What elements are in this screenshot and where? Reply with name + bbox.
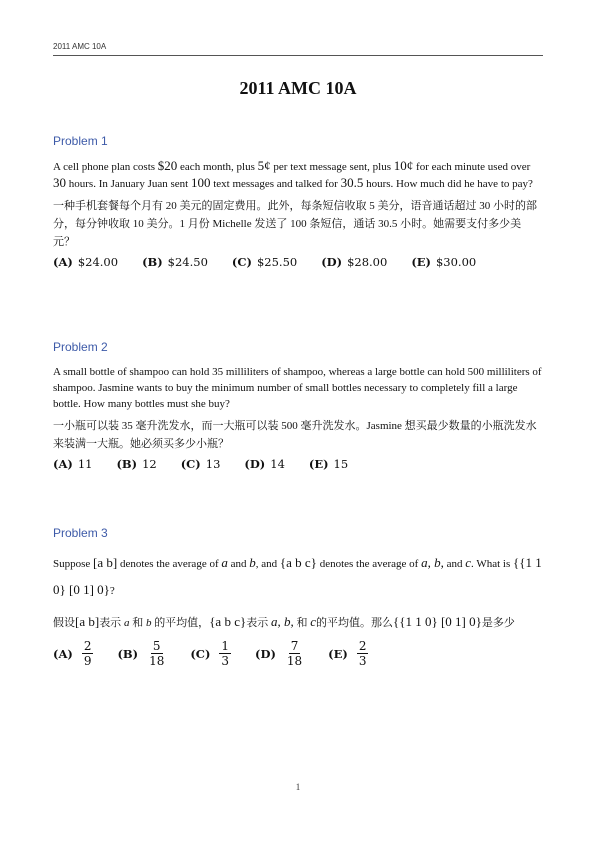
choice-b: (B) $24.50 [142, 255, 208, 269]
choice-c: (C) 13 [180, 457, 221, 471]
choice-a: (A) 11 [53, 457, 93, 471]
problem-1-text-en: A cell phone plan costs $20 each month, plus 5¢ per text message sent, plus 10¢ for each minute used over 30 hours. In January Juan sent 100 text messages and talked for 30.5 hours. How much did he have to pay? [53, 158, 533, 190]
problem-2-heading: Problem 2 [53, 340, 108, 354]
problem-3-heading: Problem 3 [53, 526, 108, 540]
problem-2-choices [53, 457, 543, 471]
choice-e: (E) $\frac{2}{3}$ [328, 639, 367, 668]
problem-1 [53, 134, 543, 269]
problem-3-text-zh: 假设[a b]表示 a 和 b 的平均值，{a b c}表示 a, b, 和 c的平均值。那么{{1 1 0} [0 1] 0}是多少 [53, 614, 515, 629]
problem-2-text-zh: 一小瓶可以装 35 毫升洗发水，而一大瓶可以装 500 毫升洗发水。Jasmine 想买最少数量的小瓶洗发水来装满一大瓶。她必须买多少小瓶？ [53, 420, 537, 450]
choice-b: (B) $\frac{5}{18}$ [117, 639, 165, 668]
choice-d: (D) $28.00 [321, 255, 388, 269]
choice-a: (A) $24.00 [53, 255, 119, 269]
problem-2-text-en: A small bottle of shampoo can hold 35 milliliters of shampoo, whereas a large bottle can hold 500 milliliters of shampoo. Jasmine wants to buy the minimum number of small bottles necessary to completely fill a large bottle. How many bottles must she buy? [53, 366, 542, 410]
choice-d: (D) 14 [244, 457, 285, 471]
choice-e: (E) 15 [308, 457, 349, 471]
problem-3 [53, 526, 543, 668]
running-head: 2011 AMC 10A [53, 42, 107, 51]
problem-2 [53, 340, 543, 471]
choice-b: (B) 12 [116, 457, 157, 471]
problem-3-text-en: Suppose [a b] denotes the average of a and b, and {a b c} denotes the average of a, b, and c. What is {{1 1 0} [0 1] 0}? [53, 555, 542, 597]
page-number: 1 [295, 782, 301, 792]
choice-a: (A) $\frac{2}{9}$ [53, 639, 92, 668]
choice-c: (C) $\frac{1}{3}$ [190, 639, 230, 668]
choice-d: (D) $\frac{7}{18}$ [255, 639, 303, 668]
problem-1-text-zh: 一种手机套餐每个月有 20 美元的固定费用。此外，每条短信收取 5 美分，语音通话超过 30 小时的部分，每分钟收取 10 美分。1 月份 Michelle 发送了 100 条短信，通话 30.5 小时。她需要支付多少美元？ [53, 200, 537, 248]
header-rule [53, 55, 543, 56]
choice-c: (C) $25.50 [231, 255, 298, 269]
problem-1-choices [53, 255, 543, 269]
problem-1-heading: Problem 1 [53, 134, 108, 148]
problem-3-choices [53, 639, 543, 668]
document-title: 2011 AMC 10A [239, 78, 357, 98]
choice-e: (E) $30.00 [411, 255, 477, 269]
